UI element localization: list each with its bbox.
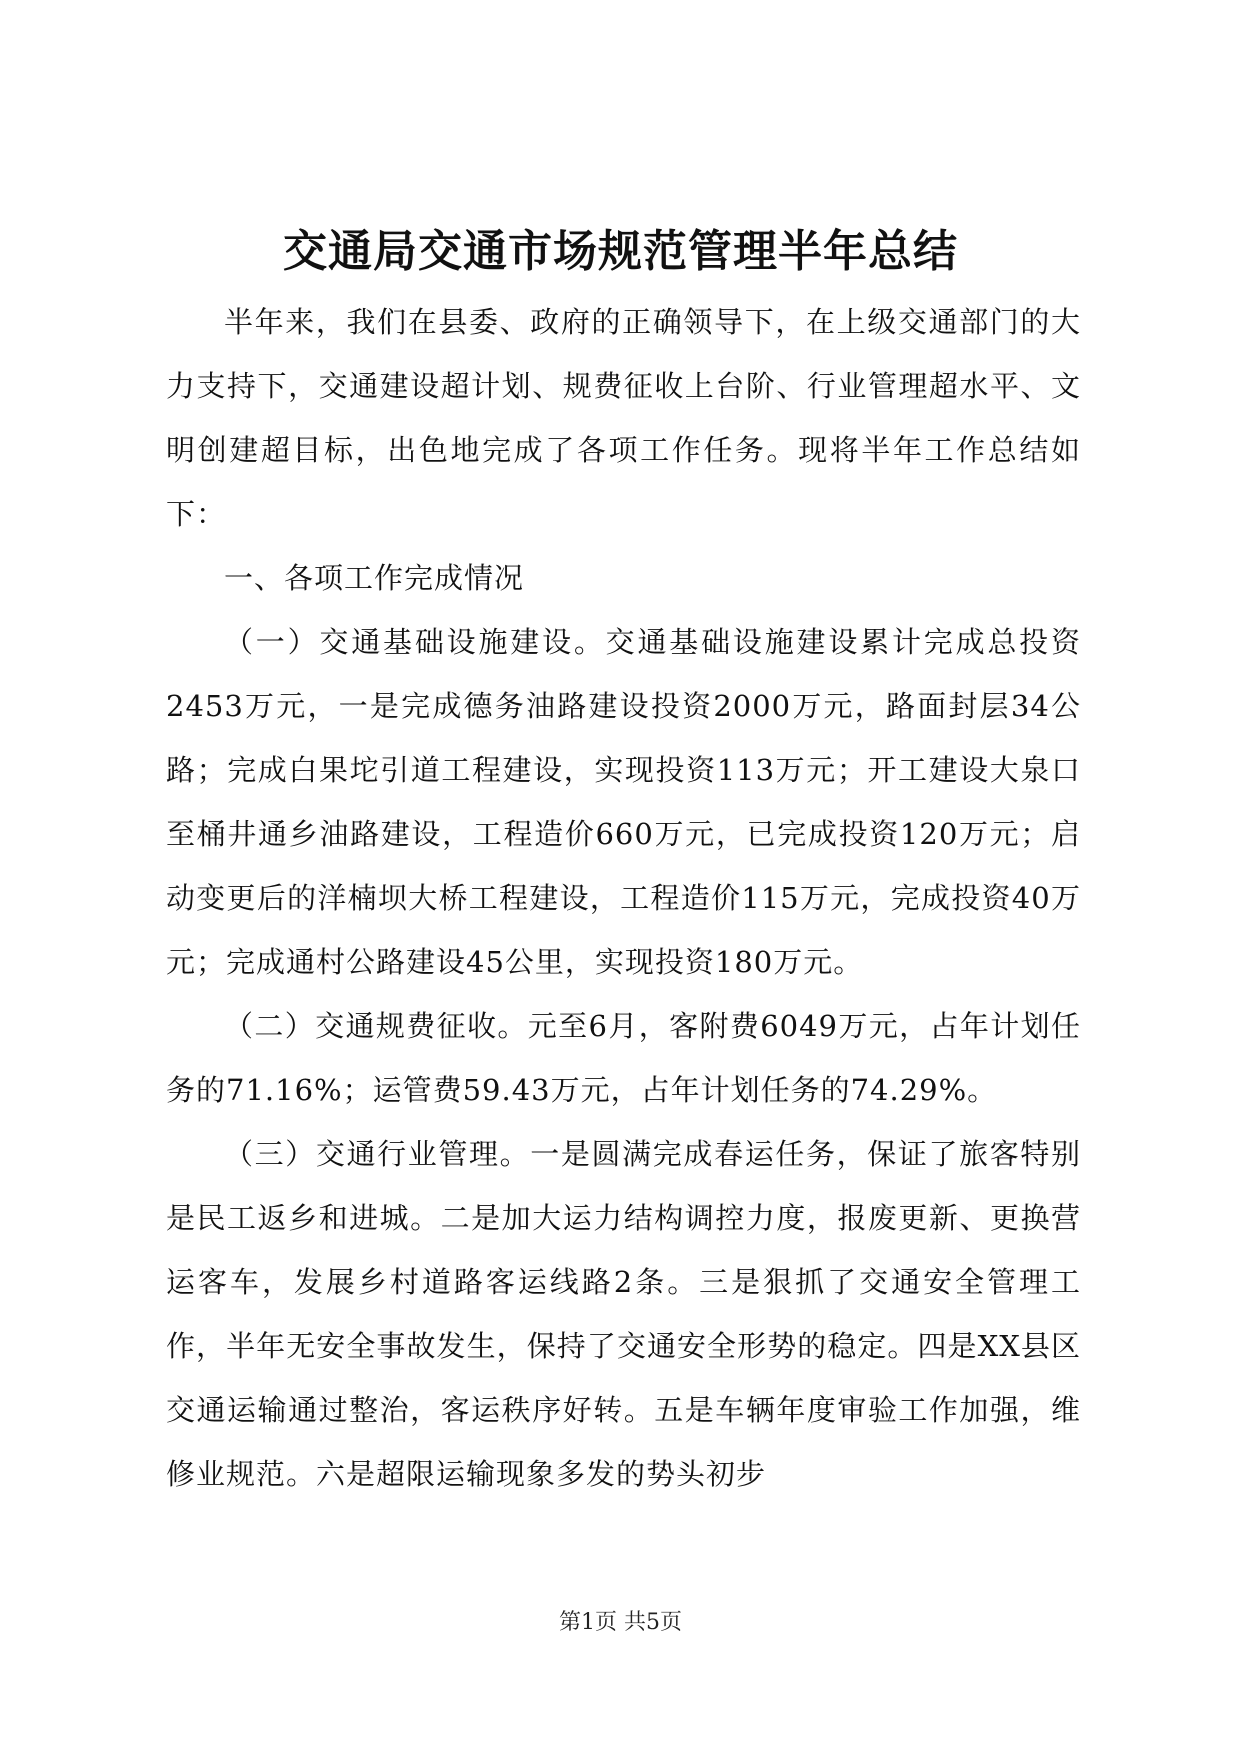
paragraph-industry-management: （三）交通行业管理。一是圆满完成春运任务，保证了旅客特别是民工返乡和进城。二是加大运力结构调控力度，报废更新、更换营运客车，发展乡村道路客运线路2条。三是狠抓了交通安全管理工作，半年无安全事故发生，保持了交通安全形势的稳定。四是XX县区交通运输通过整治，客运秩序好转。五是车辆年度审验工作加强，维修业规范。六是超限运输现象多发的势头初步: [166, 1137, 1081, 1491]
paragraph-intro: 半年来，我们在县委、政府的正确领导下，在上级交通部门的大力支持下，交通建设超计划、规费征收上台阶、行业管理超水平、文明创建超目标，出色地完成了各项工作任务。现将半年工作总结如下：: [166, 305, 1081, 531]
paragraph-fee-collection: （二）交通规费征收。元至6月，客附费6049万元，占年计划任务的71.16%；运管费59.43万元，占年计划任务的74.29%。: [166, 1009, 1081, 1107]
page-footer: 第1页 共5页: [559, 1610, 682, 1635]
paragraph-section-heading: 一、各项工作完成情况: [224, 561, 525, 595]
document-body: [166, 290, 1081, 1506]
document-title: 交通局交通市场规范管理半年总结: [283, 226, 958, 277]
paragraph-infrastructure: （一）交通基础设施建设。交通基础设施建设累计完成总投资2453万元，一是完成德务油路建设投资2000万元，路面封层34公路；完成白果坨引道工程建设，实现投资113万元；开工建设大泉口至桶井通乡油路建设，工程造价660万元，已完成投资120万元；启动变更后的洋楠坝大桥工程建设，工程造价115万元，完成投资40万元；完成通村公路建设45公里，实现投资180万元。: [166, 625, 1081, 979]
